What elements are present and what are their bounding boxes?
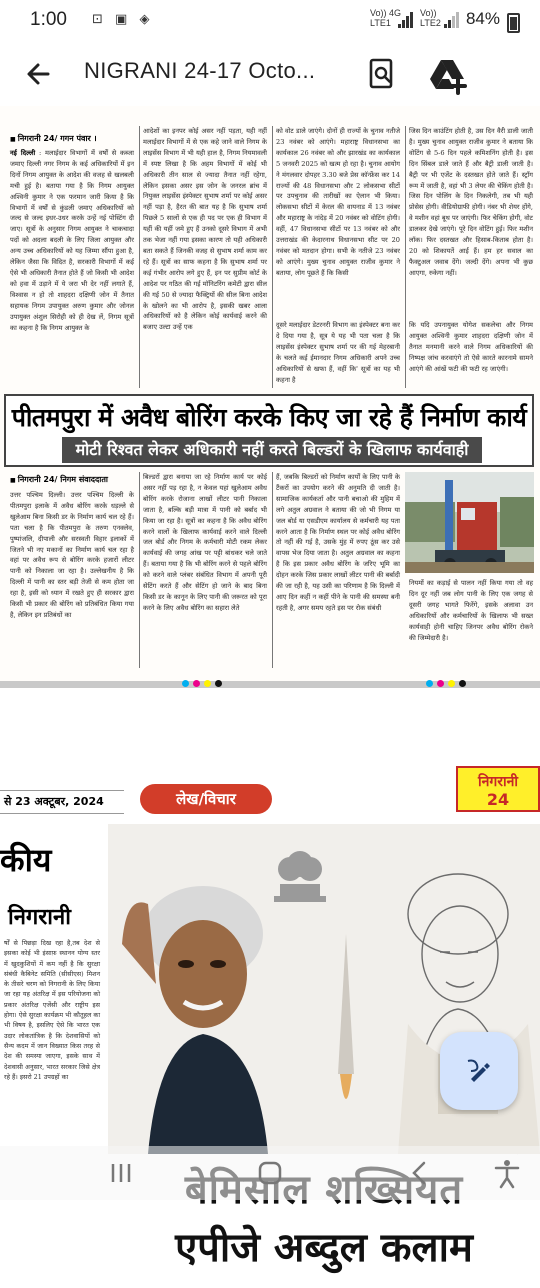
app-bar	[0, 40, 540, 106]
left-headline-1: कीय	[0, 841, 52, 879]
article-column-4: जिस दिन काउंटिंग होती है, उस दिन वैरी डाली जाती है। मुख्य चुनाव आयुक्त राजीव कुमार ने बताया कि वोटिंग से 5-6 दिन पहले कमिशनिंग होती है। इस दिन सिंबल डाले जाते हैं और बैट्री डाली जाती है। बैट्री पर भी एजेंट के दस्तखत होते जाते हैं। स्ट्रॉंग रूम में जाती है, वहां भी 3 लेयर की चेकिंग होती है। जिस दिन पोलिंग के दिन निकलेगी, तब भी यही प्रोसेस होगी। वीडियोग्राफी होगी। नंबर भी शेयर होंगे, वे मशीन वहां बूथ पर जाएंगी। फिर चेकिंग होगी, वोट डालकर देखे जाएंगे। पूरे दिन वोटिंग हुई। फिर मशीन लॉक। फिर दस्तखत और हिसाब-किताब होता है। 20 को शिकायतें आईं हैं। हम हर सवाल का फैक्टुअल जवाब देंगे। जल्दी देंगे। अपना भी कुछ आएगा, रुकेगा नहीं।	[409, 127, 533, 277]
search-document-icon[interactable]	[362, 54, 402, 94]
recent-apps-icon[interactable]	[96, 1154, 146, 1192]
headline-box	[4, 394, 534, 467]
network-1-label: Vo)) 4G LTE1	[370, 8, 402, 28]
accessibility-icon[interactable]	[482, 1154, 532, 1192]
article-column-6: कि यदि उपनायुक्त योगेश सकलेचा और निगम आयुक्त अश्विनी कुमार शाहदरा दक्षिणी जोन में तैनात मनमानी करने वाले निगम अधिकारियों की निष्पक्ष जांच करवाएंगे तो ऐसे कारते कारनामे सामने आएंगे की आंखें फटी की फटी रह जाएंगी।	[409, 321, 533, 373]
sub-headline: मोटी रिश्वत लेकर अधिकारी नहीं करते बिल्डरों के खिलाफ कार्यवाही	[62, 437, 482, 463]
back-arrow-icon[interactable]	[18, 52, 62, 96]
signal-2-icon	[444, 12, 460, 28]
boring-column-2: बिल्डरों द्वारा बनाया जा रहे निर्माण कार्य पर कोई असर नहीं पड़ रहा है, न केवल यहां खुलेआम अवैध बोरिंग करके रोजाना लाखों लीटर पानी निकाला जाता है, बल्कि बड़ी मात्रा में पानी को बर्बाद भी किया जा रहा है। सूत्रों का कहना है कि अवैध बोरिंग करने वालों के खिलाफ कार्यवाई करने वाले दिल्ली जल बोर्ड और निगम के कर्मचारी मोटी रकम लेकर कार्यवाई की जगह आंख पर पट्टी बांधकर चले जाते हैं। बताया गया है कि भी बोरिंग करने से पहले बोरिंग को करने वाले प्लंबर संबंधित विभाग में अपनी पूरी सेटिंग करते हैं और सेटिंग हो जाने के बाद बिना किसी डर के कानून के लिए पानी की जरूरत को पूरा करने के लिए अवैध बोरिंग का सहारा लेते	[143, 473, 267, 612]
main-headline: पीतमपुरा में अवैध बोरिंग करके किए जा रहे हैं निर्माण कार्य	[11, 403, 527, 432]
boring-column-3: हैं, जबकि बिल्डरों को निर्माण कार्यों के लिए पानी के टैंकरों का उपयोग करने की अनुमति दी जाती है। सामाजिक कार्यकर्ता और पानी बचाओ की मुहिम में लगे अतुल अग्रवाल ने बताया की जो भी निगम या जल बोर्ड या एसडीएम कार्यालय से कर्मचारी यह पता करने आता है कि निर्माण स्थल पर कोई अवैध बोरिंग तो नहीं की गई है, उसके मुंह में रुपए ठूंस कर उसे वापस भेज दिया जाता है। अतुल अग्रवाल का कहना है कि इस प्रकार अवैध बोरिंग के जरिए भूमि का दोहन करके जिस प्रकार लाखों लीटर पानी की बर्बादी की जा रही है, यह उसी का परिणाम है कि दिल्ली में आए दिन कहीं न कहीं पीने के पानी की समस्या बनी रहती है, अगर समय रहते इस पर रोक संबंधी	[276, 473, 400, 612]
article-column-5: दूसरे मलाईदार डेटरनरी विभाग का इंस्पेक्टर बना कर दे दिया गया है, सूत्र ये यह भी पता चला है कि लाइसेंस इंस्पेक्टर सुभाष शर्मा पर की गई मेहरबानी के चलते कई ईमानदार निगम अधिकारी अपने उच्च अधिकारियों से खफा हैं, वहीं कि' सूत्रों का यह भी कहना है	[276, 321, 400, 384]
column-divider	[405, 126, 406, 388]
boring-column-4: नियमों का कड़ाई से पालन नहीं किया गया तो वह दिन दूर नहीं जब लोग पानी के लिए एक जगह से दूसरी जगह भागते फिरेंगे, इसके अलावा उन अधिकारियों और कर्मचारियों के खिलाफ भी सख्त कार्यवाही होनी चाहिए जिनपर अवैध बोरिंग रोकने की जिम्मेदारी है।	[409, 579, 533, 642]
document-title: NIGRANI 24-17 Octo...	[84, 58, 316, 83]
boring-column-1: उत्तर पश्चिम दिल्ली। उत्तर पश्चिम दिल्ली के पीतमपुरा इलाके में अवैध बोरिंग करके धड़ल्ले से खुलेआम बिना किसी डर के निर्माण कार्य चल रहे हैं। पता चला है कि पीतमपुरा के तरुण एनक्लेव, पुष्पांजलि, दीपाली और सरस्वती विहार इलाकों में जितने भी नए मकानों का निर्माण कार्य चल रहा है वहां पर अवैध रूप से बोरिंग करके हजारों लीटर पानी को निकाला जा रहा है। उल्लेखनीय है कि दिल्ली में पानी का स्तर बड़ी तेजी से कम होता जा रहा है, इसी को ध्यान में रखते हुए ही सरकार द्वारा किसी भी प्रकार की बोरिंग को प्रतिबंधित किया गया है, लेकिन इन प्रतिबंधों का	[10, 491, 134, 619]
column-divider	[139, 472, 140, 668]
article-byline-bottom: ■ निगरानी 24/ निगम संवाददाता	[10, 474, 108, 485]
article-byline-top: ■ निगरानी 24/ गगन पंवार ।	[10, 133, 97, 144]
network-2-label: Vo)) LTE2	[420, 8, 441, 28]
signal-1-icon	[398, 12, 414, 28]
system-nav-bar	[0, 1146, 540, 1200]
annotate-fab-button[interactable]	[440, 1032, 518, 1110]
article-column-2: आदेशों का इनपर कोई असर नहीं पड़ता, यही नहीं मलाईदार विभागों में से एक कहे जाने वाले निगम के लाइसेंस विभाग में भी यही हाल है, निगम नियमावली में स्पष्ट लिखा है कि अहम विभागों में कोई भी अधिकारी तीन साल से ज्यादा तैनात नहीं रहेगा, लेकिन इसका असर इस जोन के जनरल ब्रांच में नियुक्त लाइसेंस इंस्पेक्टर सुभाष शर्मा पर कोई असर नहीं पड़ा है, हैरत की बात यह है कि सुभाष शर्मा पिछले 5 सालों से एक ही पद पर एक ही विभाग में यहीं की यहीं जमे हुए हैं उनको दूसरे विभाग में अभी तक भेजा नहीं गया इसका कारण तो यही अधिकारी बता सकते हैं जिनकी वजह से सुभाष शर्मा काम कर रहे हैं। सूत्रों का साफ कहना है कि सुभाष शर्मा पर कई गंभीर आरोप लगे हुए हैं, इन पर सुप्रीम कोर्ट के आदेश पर गठित की गई मॉनिटरिंग कमेटी द्वारा सील की गई 50 से ज्यादा फैक्ट्रियों की सील बिना आदेश के खोलने का भी आरोप है, इसकी खबर आला अधिकारियों को है लेकिन कोई कार्यवाई करने की बजाए उल्टा उन्हें एक	[143, 127, 267, 332]
status-bar	[0, 0, 540, 40]
article-title-line-2: एपीजे अब्दुल कलाम	[175, 1225, 473, 1271]
column-divider	[272, 472, 273, 668]
article-column-3: को वोट डाले जाएंगे। दोनों ही राज्यों के चुनाव नतीजे 23 नवंबर को आएंगे। महाराष्ट्र विधानसभा का कार्यकाल 26 नवंबर को और झारखंड का कार्यकाल 5 जनवरी 2025 को खत्म हो रहा है। चुनाव आयोग ने मंगलवार दोपहर 3.30 बजे प्रेस कॉन्फ्रेंस कर 14 राज्यों की 48 विधानसभा और 2 लोकसभा सीटों पर उपचुनाव की तारीखों का ऐलान भी किया। लोकसभा सीटों में केरल की वायनाड में 13 नवंबर और महाराष्ट्र के नांदेड़ में 20 नवंबर को वोटिंग होगी। वहीं, 47 विधानसभा सीटों पर 13 नवंबर को और उत्तराखंड की केदारनाथ विधानसभा सीट पर 20 नवंबर को मतदान होगा। सभी के नतीजे 23 नवंबर को आएंगे। मुख्य चुनाव आयुक्त राजीव कुमार ने बताया, लोग पूछते हैं कि किसी	[276, 127, 400, 277]
nigrani-logo: निगरानी 24	[456, 766, 540, 812]
home-icon[interactable]	[245, 1154, 295, 1192]
battery-icon	[507, 13, 520, 33]
left-article-text: र्षों से पिछड़ा दिख रहा है,तब देश से इसका कोई भी इंसाफ़ स्थानन योग्य स्तर में खुदकुशियों में कम नहीं है कि सुरक्षा संबंधी कैबिनेट समिति (सीसीएस) मिशन के तीसरे चरण को निगरानी के लिए किया जा रहा यह अंतरिक्ष में इस परियोजना को प्रकार अंतरिक्ष एजेंसी और राष्ट्रीय इस होगा। ऐसे सुरक्षा कार्यक्रम भी कौतूहल का भी विषय है, इसलिए ऐसे कि भारत एक उदार लोकतांत्रिक है कि देशवासियों को सैन्य कदम में जान विख्यात किस तरह से देश की समस्या जाएगा, इसके साथ में देशवासी अनुसार, भारत सरकार जिसे क्षेत्र रहे हैं। इसरो 21 उपग्रहों का	[4, 939, 100, 1081]
column-divider	[272, 126, 273, 388]
status-time: 1:00	[30, 9, 67, 30]
page-date: से 23 अक्टूबर, 2024	[0, 790, 124, 814]
borewell-photo	[405, 472, 534, 573]
left-headline-2: निगरानी	[8, 905, 71, 930]
back-nav-icon[interactable]	[394, 1154, 444, 1192]
article-column-1: नई दिल्ली : मलाईदार विभागों में वर्षों से कब्जा जमाए दिल्ली नगर निगम के कई अधिकारियों में इन दिनों निगम आयुक्त के आदेश की वजह से खलबली मची हुई है। बताया गया है कि निगम आयुक्त अश्विनी कुमार ने एक फरमान जारी किया है कि विभागों में वर्षों से कुंडली जमाए अधिकारियों को जल्द से जल्द इधर-उधर करके उन्हें नई पोस्टिंग दी जाए। सूत्रों के अनुसार निगम आयुक्त ने चाकचादा पदों को अदला बदली के लिए जिला आयुक्त और अन्य उच्च अधिकारियों को यह जिम्मा सौंपा हुआ है, लेकिन जैसा कि विदित है, सरकारी विभागों में कई ऐसे भी अधिकारी तैनात होते हैं जो किसी भी आदेश को हवा में उड़ाने में ये जरा भी देर नहीं लगाते हैं, विश्वास न हो तो शाहदरा दक्षिणी जोन में तैनात सहायक निगम उपायुक्त अरुण कुमार और जोनल उपायुक्त अंशुल सिरोही को ही देख लें, निगम सूत्रों का कहना है कि निगम आयुक्त के	[10, 149, 134, 332]
section-tag: लेख/विचार	[140, 784, 272, 814]
annotate-pen-icon	[465, 1057, 493, 1085]
column-divider	[139, 126, 140, 388]
newspaper-page-1	[0, 106, 540, 681]
notification-icons: ⊡ ▣ ◈	[92, 12, 154, 27]
add-to-drive-icon[interactable]	[428, 54, 468, 94]
battery-percent: 84%	[465, 9, 500, 28]
